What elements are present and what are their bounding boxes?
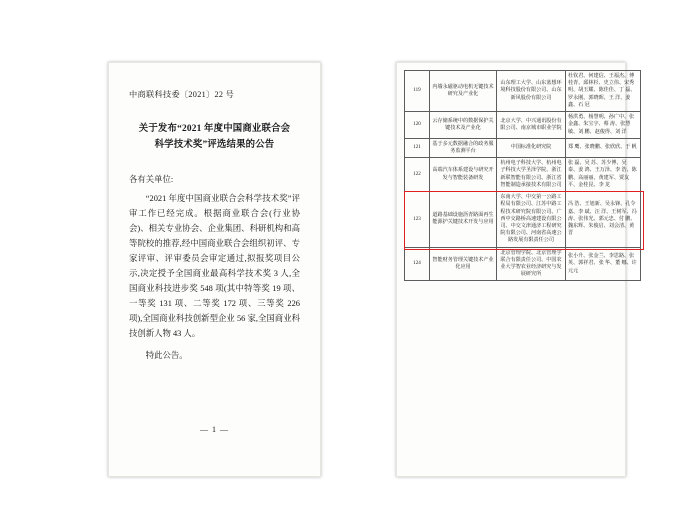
document-paragraph-2: 特此公告。	[145, 350, 188, 360]
award-list-document	[396, 62, 637, 477]
document-title	[129, 122, 300, 153]
document-title-line1: 关于发布“2021 年度中国商业联合会	[138, 124, 291, 134]
table-row-highlighted	[405, 192, 641, 248]
row-number: 122	[405, 158, 430, 192]
row-number: 120	[405, 112, 430, 139]
row-project: 内墙永磁驱动电机无键技术研究及产业化	[430, 71, 497, 112]
row-people: 张小升、张金兰、李思路、张 英、郭祥君、张 华、董 娜、许元元	[566, 247, 641, 281]
row-people: 杜钦君、何建信、王福杰、傅桂青、邱林杉、史立伟、宋秀明、胡玉耀、陈佳佳、丁 磊、罗永刚、郭晓晖、王 洋、姜 鑫、石 冠	[566, 71, 641, 112]
document-paragraph-1: “2021 年度中国商业联合会科学技术奖”评审工作已经完成。根据商业联合会(行业协会)、相关专业协会、企业集团、科研机构和高等院校的推荐,经中国商业联合会组织初评、专家评审、评审委员会审定通过,拟报奖项目公示,决定授予全国商业最高科学技术奖 3 人,全国商业科技进步奖 548 项(其中特等奖 19 项、一等奖 131 项、二等奖 172 项、三等奖 226 项),全国商业科技创新型企业 56 家,全国商业科技创新人物 43 人。	[129, 194, 300, 338]
table-row	[405, 247, 641, 281]
row-number: 121	[405, 138, 430, 157]
award-table	[404, 70, 641, 281]
table-row	[405, 71, 641, 112]
row-organization: 北京管理学院、北京管理学联合有限责任公司、中国农业大学智农业经济研究与发展研究所	[497, 247, 566, 281]
row-number: 119	[405, 71, 430, 112]
row-number: 123	[405, 192, 430, 248]
row-people: 杨洪勇、杨慧明、孙广中、张金鑫、朱宝宇、蔡 涛、张慧敏、刘 鹏、赵俊得、刘 洋	[566, 112, 641, 139]
row-project: 道路基础设施沥青路面再生能源护关键技术开发与应用	[430, 192, 497, 248]
row-project: 云存储系统中的数据保护关键技术及产业化	[430, 112, 497, 139]
row-organization: 北京大学、中兴通讯股份有限公司、南京城市职业学院	[497, 112, 566, 139]
document-salutation: 各有关单位:	[129, 175, 174, 185]
table-row	[405, 138, 641, 157]
table-row	[405, 158, 641, 192]
row-project: 基于多元数据融合的政务服务监测平台	[430, 138, 497, 157]
row-organization: 东南大学、中交第一公路工程局有限公司、江苏中路工程技术研究院有限公司、广西中交路桥高速建设有限公司、中交文津通济工程研究院有限公司、河南省高速公路发展有限责任公司	[497, 192, 566, 248]
row-project: 高端汽车体系建设与研究开发与智能装备研发	[430, 158, 497, 192]
row-organization: 中国标准化研究院	[497, 138, 566, 157]
row-people: 郑 鹰、张晓鹏、张欣欣、于 帆	[566, 138, 641, 157]
page-number: — 1 —	[200, 425, 229, 434]
document-number: 中商联科技委〔2021〕22 号	[129, 90, 235, 99]
row-organization: 杭州电子科技大学、杭州电子科技大学圣泽学院、浙江新联智能有限公司、浙江省智能制造承接技术有限公司	[497, 158, 566, 192]
row-number: 124	[405, 247, 430, 281]
row-people: 冯 浩、王旭新、吴永锋、孔令嘉、李 斌、汪 洋、王树军、冯 涛、张伟光、郭元忠、付 鹏、魏东辉、朱俊启、刘会清、黄 晋	[566, 192, 641, 248]
row-people: 张 磊、吴 苏、苏少博、吴 泰、姜 鸿、王万泽、李 浩、陈 鹏、高丽丽、黄建军、贾友平、金桂昆、李 龙	[566, 158, 641, 192]
award-table-body	[405, 71, 641, 281]
announcement-document	[108, 62, 321, 477]
row-project: 智能财务管理关键技术产业化应用	[430, 247, 497, 281]
table-row	[405, 112, 641, 139]
document-title-line2: 科学技术奖”评选结果的公告	[154, 139, 275, 150]
row-organization: 山东理工大学、山东蓝想环境科技股份有限公司、山东新风股份有限公司	[497, 71, 566, 112]
